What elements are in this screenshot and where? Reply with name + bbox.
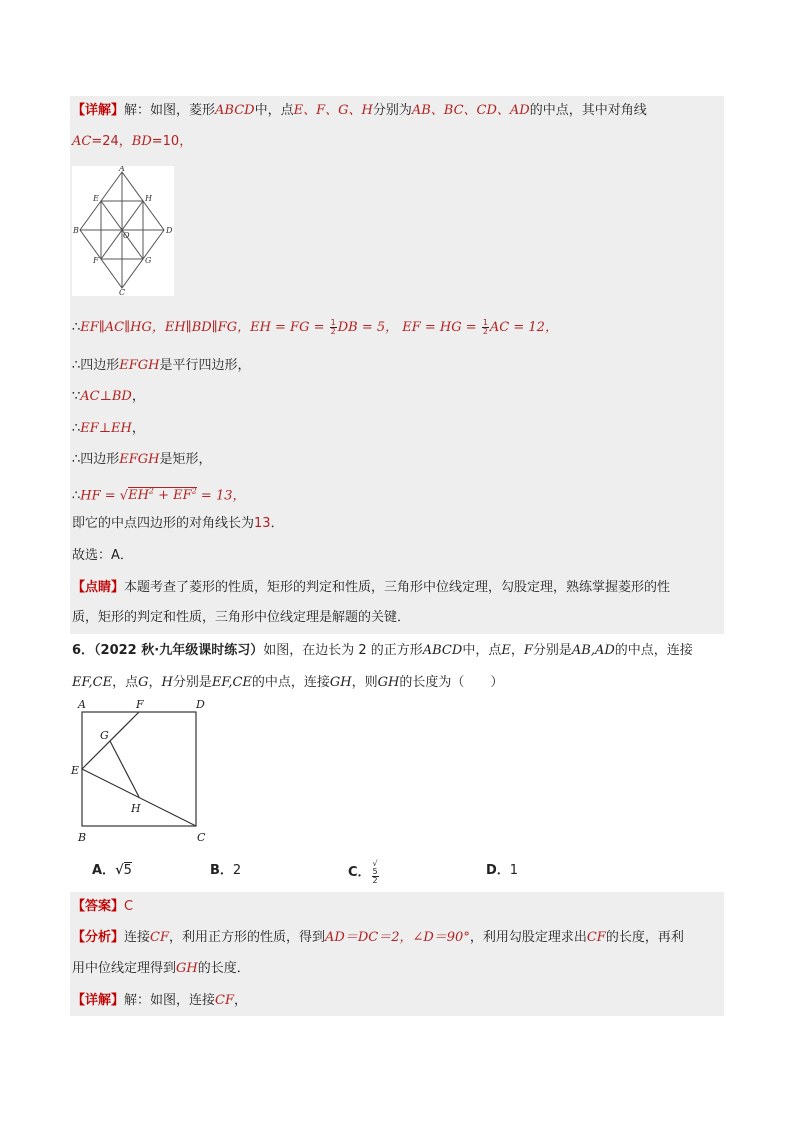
label-c: C: [197, 831, 206, 844]
option-a[interactable]: A．√5: [92, 863, 132, 878]
label-h: H: [131, 802, 141, 815]
step-7: 即它的中点四边形的对角线长为13．: [72, 516, 284, 531]
step-4: ∴EF⊥EH，: [72, 421, 145, 436]
analysis-tag: 【分析】: [72, 930, 125, 945]
question-line-2: EF,CE，点G，H分别是EF,CE的中点，连接GH，则GH的长度为（ ）: [72, 675, 504, 690]
rhombus-figure: [72, 166, 174, 296]
label-a: A: [78, 698, 86, 711]
detail-line-1: 【详解】解：如图，菱形ABCD中，点E、F、G、H分别为AB、BC、CD、AD的中点，其中对角线: [72, 103, 647, 118]
option-c[interactable]: C． √ 5 2: [348, 859, 378, 885]
label-e: E: [71, 764, 80, 777]
answer-tag: 【答案】: [72, 899, 125, 914]
label-g: G: [145, 256, 152, 265]
comment-tag: 【点睛】: [72, 580, 125, 595]
label-o: O: [123, 231, 130, 240]
fraction-half-2: $\frac{1}{2}$: [482, 318, 488, 336]
square-figure: [70, 696, 220, 844]
step-8: 故选：A．: [72, 548, 133, 563]
sqrt-sign: √: [119, 488, 129, 504]
detail-line-2: AC=24，BD=10，: [72, 134, 193, 149]
question-number: 6．: [72, 643, 95, 658]
label-a: A: [119, 166, 125, 173]
option-c-fraction: √ 5 2: [372, 859, 378, 885]
fraction-half-1: $\frac{1}{2}$: [330, 318, 336, 336]
option-b[interactable]: B．2: [210, 863, 242, 878]
detail2-line: 【详解】解：如图，连接CF，: [72, 993, 248, 1008]
detail2-tag: 【详解】: [72, 993, 125, 1008]
question-source: （2022 秋·九年级课时练习）: [94, 643, 264, 658]
step-3: ∵AC⊥BD，: [72, 389, 145, 404]
square-diagram: [70, 696, 220, 844]
comment-line-2: 质，矩形的判定和性质，三角形中位线定理是解题的关键．: [72, 610, 411, 625]
step-1: ∴EF∥AC∥HG，EH∥BD∥FG，EH = FG = $\frac{1}{2}$ DB = 5， EF = HG = $\frac{1}{2}$ AC = 12，: [72, 318, 558, 336]
detail-tag: 【详解】: [72, 103, 125, 118]
label-g: G: [100, 729, 109, 742]
rhombus-diagram: [72, 166, 174, 296]
label-b: B: [73, 226, 79, 235]
label-f: F: [136, 698, 144, 711]
label-d: D: [196, 698, 205, 711]
label-d: D: [166, 226, 173, 235]
label-e: E: [93, 194, 99, 203]
label-c: C: [119, 288, 126, 296]
step-5: ∴四边形EFGH是矩形，: [72, 452, 212, 467]
analysis-line-2: 用中位线定理得到GH的长度．: [72, 961, 250, 976]
label-f: F: [93, 256, 99, 265]
label-h: H: [145, 194, 152, 203]
sqrt-radicand: $EH^2 + EF^2$: [128, 487, 197, 504]
question-line-1: 6．（2022 秋·九年级课时练习）如图，在边长为 2 的正方形ABCD中，点E，F分别是AB,AD的中点，连接: [72, 643, 693, 658]
segment-gh: [110, 741, 139, 797]
step-6: ∴HF = $√EH^2 + EF^2 = 13$，: [72, 487, 246, 504]
comment-line-1: 【点睛】本题考查了菱形的性质，矩形的判定和性质，三角形中位线定理，勾股定理，熟练掌握菱形的性: [72, 580, 671, 595]
segment-ef: [82, 712, 139, 769]
answer-line: [72, 896, 133, 918]
option-d[interactable]: D．1: [486, 863, 519, 878]
answer-value: C: [124, 899, 134, 914]
segment-ce: [82, 769, 196, 826]
analysis-line-1: 【分析】连接CF，利用正方形的性质，得到AD＝DC＝2，∠D＝90°，利用勾股定理求出CF的长度，再利: [72, 930, 684, 945]
step-2: ∴四边形EFGH是平行四边形，: [72, 358, 251, 373]
label-b: B: [78, 831, 87, 844]
